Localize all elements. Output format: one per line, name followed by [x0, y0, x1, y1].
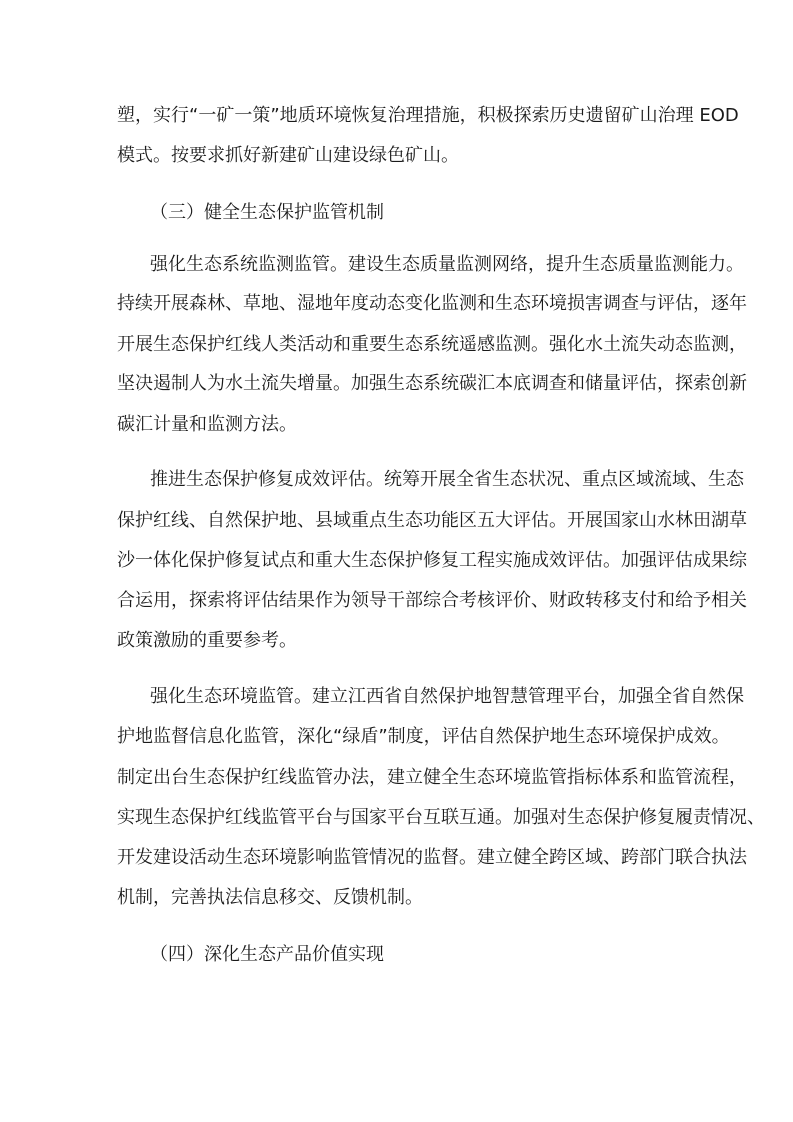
paragraph-line: 政策激励的重要参考。: [117, 630, 297, 651]
paragraph-line: 模式。按要求抓好新建矿山建设绿色矿山。: [117, 145, 459, 166]
paragraph-line: 制定出台生态保护红线监管办法，建立健全生态环境监管指标体系和监管流程，: [117, 767, 747, 788]
paragraph-line: 强化生态环境监管。建立江西省自然保护地智慧管理平台，加强全省自然保: [150, 686, 744, 707]
paragraph-line: 开发建设活动生态环境影响监管情况的监督。建立健全跨区域、跨部门联合执法: [117, 847, 747, 868]
paragraph-line: 实现生态保护红线监管平台与国家平台互联互通。加强对生态保护修复履责情况、: [117, 807, 765, 828]
paragraph-line: 机制，完善执法信息移交、反馈机制。: [117, 887, 423, 908]
paragraph-line: 强化生态系统监测监管。建设生态质量监测网络，提升生态质量监测能力。: [150, 254, 744, 275]
paragraph-line: 坚决遏制人为水土流失增量。加强生态系统碳汇本底调查和储量评估，探索创新: [117, 373, 747, 394]
section-heading: （四）深化生态产品价值实现: [150, 944, 384, 965]
paragraph-line: 保护红线、自然保护地、县域重点生态功能区五大评估。开展国家山水林田湖草: [117, 510, 747, 531]
paragraph-line: 持续开展森林、草地、湿地年度动态变化监测和生态环境损害调查与评估，逐年: [117, 293, 747, 314]
paragraph-line: 碳汇计量和监测方法。: [117, 414, 297, 435]
paragraph-line: 护地监督信息化监管，深化“绿盾”制度，评估自然保护地生态环境保护成效。: [117, 726, 730, 747]
paragraph-line: 合运用，探索将评估结果作为领导干部综合考核评价、财政转移支付和给予相关: [117, 590, 747, 611]
paragraph-line: 开展生态保护红线人类活动和重要生态系统遥感监测。强化水土流失动态监测，: [117, 334, 747, 355]
paragraph-line: 塑，实行“一矿一策”地质环境恢复治理措施，积极探索历史遗留矿山治理 EOD: [117, 105, 739, 126]
paragraph-line: 沙一体化保护修复试点和重大生态保护修复工程实施成效评估。加强评估成果综: [117, 550, 747, 571]
section-heading: （三）健全生态保护监管机制: [150, 202, 384, 223]
paragraph-line: 推进生态保护修复成效评估。统筹开展全省生态状况、重点区域流域、生态: [150, 469, 744, 490]
